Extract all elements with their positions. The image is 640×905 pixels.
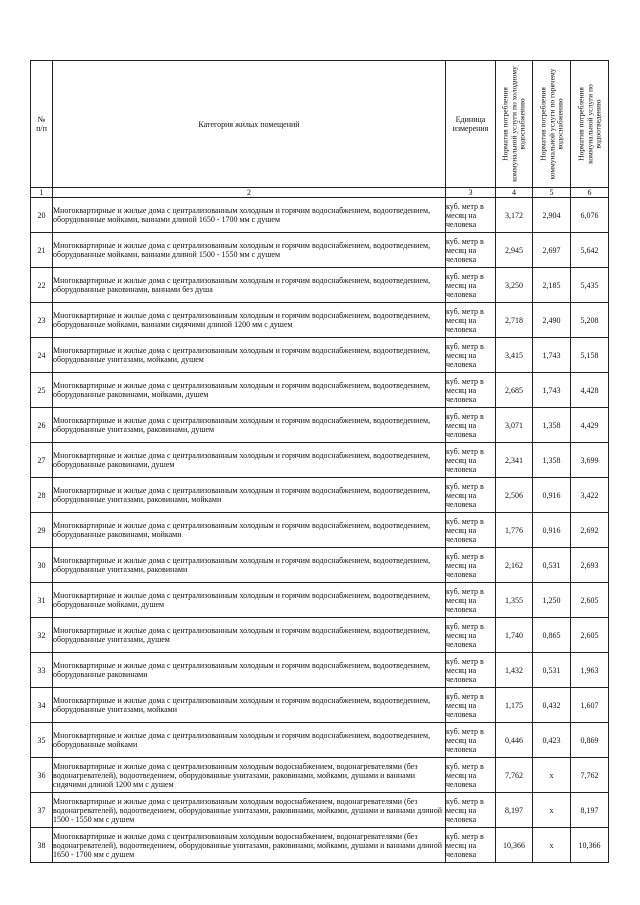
- row-norm-hot-water: 0,531: [533, 653, 571, 688]
- row-norm-cold-water: 2,506: [496, 478, 533, 513]
- table-row: [31, 233, 609, 268]
- row-number: 30: [31, 548, 53, 583]
- row-norm-hot-water: 2,904: [533, 198, 571, 233]
- row-number: 23: [31, 303, 53, 338]
- table-row: [31, 513, 609, 548]
- header-unit: Единица измерения: [446, 61, 496, 188]
- row-norm-drainage: 6,076: [571, 198, 609, 233]
- row-norm-cold-water: 8,197: [496, 793, 533, 828]
- row-norm-drainage: 2,692: [571, 513, 609, 548]
- header-norm-drainage: [571, 61, 609, 188]
- row-norm-drainage: 8,197: [571, 793, 609, 828]
- row-unit: куб. метр в месяц на человека: [446, 303, 496, 338]
- row-norm-drainage: 5,158: [571, 338, 609, 373]
- row-norm-drainage: 4,428: [571, 373, 609, 408]
- row-norm-cold-water: 3,071: [496, 408, 533, 443]
- table-row: [31, 758, 609, 793]
- row-category: Многоквартирные и жилые дома с централизованным холодным и горячим водоснабжением, водоотведением, оборудованные раковинами, мойками: [53, 513, 446, 548]
- table-row: [31, 373, 609, 408]
- row-category: Многоквартирные и жилые дома с централизованным холодным и горячим водоснабжением, водоотведением, оборудованные мойками, ваннами длиной 1650 - 1700 мм с душем: [53, 198, 446, 233]
- row-unit: куб. метр в месяц на человека: [446, 478, 496, 513]
- document-page: [30, 60, 608, 863]
- row-unit: куб. метр в месяц на человека: [446, 688, 496, 723]
- table-row: [31, 303, 609, 338]
- row-category: Многоквартирные и жилые дома с централизованным холодным и горячим водоснабжением, водоотведением, оборудованные унитазами, раковинами, мойками: [53, 478, 446, 513]
- row-norm-hot-water: 1,358: [533, 408, 571, 443]
- row-unit: куб. метр в месяц на человека: [446, 618, 496, 653]
- column-number: 1: [31, 188, 53, 198]
- row-norm-hot-water: 1,743: [533, 373, 571, 408]
- row-category: Многоквартирные и жилые дома с централизованным холодным и горячим водоснабжением, водоотведением, оборудованные мойками: [53, 723, 446, 758]
- consumption-norms-table: [30, 60, 609, 863]
- row-number: 36: [31, 758, 53, 793]
- row-unit: куб. метр в месяц на человека: [446, 548, 496, 583]
- row-norm-hot-water: x: [533, 758, 571, 793]
- row-number: 20: [31, 198, 53, 233]
- row-category: Многоквартирные и жилые дома с централизованным холодным и горячим водоснабжением, водоотведением, оборудованные раковинами, душем: [53, 443, 446, 478]
- row-category: Многоквартирные и жилые дома с централизованным холодным и горячим водоснабжением, водоотведением, оборудованные унитазами, раковинами, душем: [53, 408, 446, 443]
- column-number: 2: [53, 188, 446, 198]
- row-number: 27: [31, 443, 53, 478]
- table-body: [31, 198, 609, 863]
- row-norm-hot-water: 0,865: [533, 618, 571, 653]
- header-norm-cold-water-text: Норматив потребления коммунальной услуги по холодному водоснабжению: [500, 66, 527, 182]
- row-number: 35: [31, 723, 53, 758]
- column-number: 5: [533, 188, 571, 198]
- row-norm-drainage: 7,762: [571, 758, 609, 793]
- row-unit: куб. метр в месяц на человека: [446, 443, 496, 478]
- row-norm-drainage: 4,429: [571, 408, 609, 443]
- column-number: 4: [496, 188, 533, 198]
- row-unit: куб. метр в месяц на человека: [446, 583, 496, 618]
- row-norm-cold-water: 1,740: [496, 618, 533, 653]
- row-unit: куб. метр в месяц на человека: [446, 758, 496, 793]
- table-row: [31, 478, 609, 513]
- header-norm-hot-water-text: Норматив потребления коммунальной услуги по горячему водоснабжению: [537, 68, 564, 180]
- header-number: № п/п: [31, 61, 53, 188]
- row-norm-drainage: 2,605: [571, 583, 609, 618]
- row-category: Многоквартирные и жилые дома с централизованным холодным и горячим водоснабжением, водоотведением, оборудованные раковинами: [53, 653, 446, 688]
- row-category: Многоквартирные и жилые дома с централизованным холодным и горячим водоснабжением, водоотведением, оборудованные унитазами, мойками, душем: [53, 338, 446, 373]
- row-norm-cold-water: 3,415: [496, 338, 533, 373]
- row-norm-hot-water: 0,916: [533, 513, 571, 548]
- row-norm-drainage: 0,869: [571, 723, 609, 758]
- row-norm-drainage: 10,366: [571, 828, 609, 863]
- row-norm-hot-water: 0,916: [533, 478, 571, 513]
- row-unit: куб. метр в месяц на человека: [446, 828, 496, 863]
- row-number: 32: [31, 618, 53, 653]
- table-row: [31, 793, 609, 828]
- row-number: 34: [31, 688, 53, 723]
- row-norm-cold-water: 10,366: [496, 828, 533, 863]
- row-norm-drainage: 5,435: [571, 268, 609, 303]
- header-category: Категория жилых помещений: [53, 61, 446, 188]
- table-row: [31, 198, 609, 233]
- row-number: 28: [31, 478, 53, 513]
- row-number: 21: [31, 233, 53, 268]
- row-norm-drainage: 3,422: [571, 478, 609, 513]
- header-norm-cold-water: [496, 61, 533, 188]
- row-norm-hot-water: 0,432: [533, 688, 571, 723]
- row-norm-drainage: 3,699: [571, 443, 609, 478]
- table-row: [31, 408, 609, 443]
- row-category: Многоквартирные и жилые дома с централизованным холодным водоснабжением, водонагревателями (без водонагревателей), водоотведением, оборудованные унитазами, раковинами, мойками, душами и ваннами длиной 1650 - 1700 мм с душем: [53, 828, 446, 863]
- row-unit: куб. метр в месяц на человека: [446, 233, 496, 268]
- row-norm-drainage: 1,607: [571, 688, 609, 723]
- row-category: Многоквартирные и жилые дома с централизованным холодным водоснабжением, водонагревателями (без водонагревателей), водоотведением, оборудованные унитазами, раковинами, мойками, душами и ваннами длиной 1500 - 1550 мм с душем: [53, 793, 446, 828]
- row-norm-cold-water: 2,162: [496, 548, 533, 583]
- table-row: [31, 828, 609, 863]
- row-norm-hot-water: 0,423: [533, 723, 571, 758]
- row-category: Многоквартирные и жилые дома с централизованным холодным и горячим водоснабжением, водоотведением, оборудованные унитазами, душем: [53, 618, 446, 653]
- row-norm-hot-water: x: [533, 828, 571, 863]
- header-norm-hot-water: [533, 61, 571, 188]
- row-norm-drainage: 5,642: [571, 233, 609, 268]
- row-number: 31: [31, 583, 53, 618]
- column-numbers-row: [31, 188, 609, 198]
- row-category: Многоквартирные и жилые дома с централизованным холодным и горячим водоснабжением, водоотведением, оборудованные раковинами, ваннами без душа: [53, 268, 446, 303]
- table-row: [31, 618, 609, 653]
- row-norm-drainage: 5,208: [571, 303, 609, 338]
- row-category: Многоквартирные и жилые дома с централизованным холодным и горячим водоснабжением, водоотведением, оборудованные мойками, душем: [53, 583, 446, 618]
- row-category: Многоквартирные и жилые дома с централизованным холодным и горячим водоснабжением, водоотведением, оборудованные мойками, ваннами сидячими длиной 1200 мм с душем: [53, 303, 446, 338]
- row-unit: куб. метр в месяц на человека: [446, 723, 496, 758]
- row-number: 25: [31, 373, 53, 408]
- row-norm-hot-water: x: [533, 793, 571, 828]
- row-norm-cold-water: 2,685: [496, 373, 533, 408]
- row-norm-cold-water: 1,776: [496, 513, 533, 548]
- table-row: [31, 723, 609, 758]
- row-norm-hot-water: 1,743: [533, 338, 571, 373]
- row-number: 26: [31, 408, 53, 443]
- row-norm-drainage: 2,605: [571, 618, 609, 653]
- row-norm-cold-water: 2,945: [496, 233, 533, 268]
- row-unit: куб. метр в месяц на человека: [446, 653, 496, 688]
- row-norm-cold-water: 2,718: [496, 303, 533, 338]
- row-category: Многоквартирные и жилые дома с централизованным холодным и горячим водоснабжением, водоотведением, оборудованные унитазами, мойками: [53, 688, 446, 723]
- row-number: 22: [31, 268, 53, 303]
- row-norm-cold-water: 2,341: [496, 443, 533, 478]
- row-norm-hot-water: 0,531: [533, 548, 571, 583]
- row-category: Многоквартирные и жилые дома с централизованным холодным и горячим водоснабжением, водоотведением, оборудованные мойками, ваннами длиной 1500 - 1550 мм с душем: [53, 233, 446, 268]
- row-norm-cold-water: 7,762: [496, 758, 533, 793]
- table-row: [31, 653, 609, 688]
- row-number: 24: [31, 338, 53, 373]
- row-norm-drainage: 2,693: [571, 548, 609, 583]
- row-category: Многоквартирные и жилые дома с централизованным холодным и горячим водоснабжением, водоотведением, оборудованные раковинами, мойками, душем: [53, 373, 446, 408]
- row-number: 29: [31, 513, 53, 548]
- row-number: 38: [31, 828, 53, 863]
- table-row: [31, 268, 609, 303]
- row-norm-cold-water: 3,250: [496, 268, 533, 303]
- column-number: 6: [571, 188, 609, 198]
- row-unit: куб. метр в месяц на человека: [446, 338, 496, 373]
- row-unit: куб. метр в месяц на человека: [446, 268, 496, 303]
- row-norm-cold-water: 0,446: [496, 723, 533, 758]
- row-category: Многоквартирные и жилые дома с централизованным холодным и горячим водоснабжением, водоотведением, оборудованные унитазами, раковинами: [53, 548, 446, 583]
- row-norm-cold-water: 1,432: [496, 653, 533, 688]
- row-norm-cold-water: 1,355: [496, 583, 533, 618]
- row-norm-cold-water: 3,172: [496, 198, 533, 233]
- row-norm-hot-water: 2,185: [533, 268, 571, 303]
- row-unit: куб. метр в месяц на человека: [446, 513, 496, 548]
- row-number: 33: [31, 653, 53, 688]
- table-row: [31, 688, 609, 723]
- row-number: 37: [31, 793, 53, 828]
- column-number: 3: [446, 188, 496, 198]
- header-norm-drainage-text: Норматив потребления коммунальной услуги по водоотведению: [575, 84, 602, 164]
- row-norm-hot-water: 1,250: [533, 583, 571, 618]
- row-unit: куб. метр в месяц на человека: [446, 198, 496, 233]
- row-unit: куб. метр в месяц на человека: [446, 373, 496, 408]
- row-unit: куб. метр в месяц на человека: [446, 408, 496, 443]
- row-norm-hot-water: 2,697: [533, 233, 571, 268]
- row-norm-hot-water: 2,490: [533, 303, 571, 338]
- row-category: Многоквартирные и жилые дома с централизованным холодным водоснабжением, водонагревателями (без водонагревателей), водоотведением, оборудованные унитазами, раковинами, мойками, душами и ваннами сидячими длиной 1200 мм с душем: [53, 758, 446, 793]
- table-row: [31, 548, 609, 583]
- table-row: [31, 583, 609, 618]
- table-row: [31, 443, 609, 478]
- row-norm-hot-water: 1,358: [533, 443, 571, 478]
- row-unit: куб. метр в месяц на человека: [446, 793, 496, 828]
- table-row: [31, 338, 609, 373]
- header-row: [31, 61, 609, 188]
- row-norm-cold-water: 1,175: [496, 688, 533, 723]
- row-norm-drainage: 1,963: [571, 653, 609, 688]
